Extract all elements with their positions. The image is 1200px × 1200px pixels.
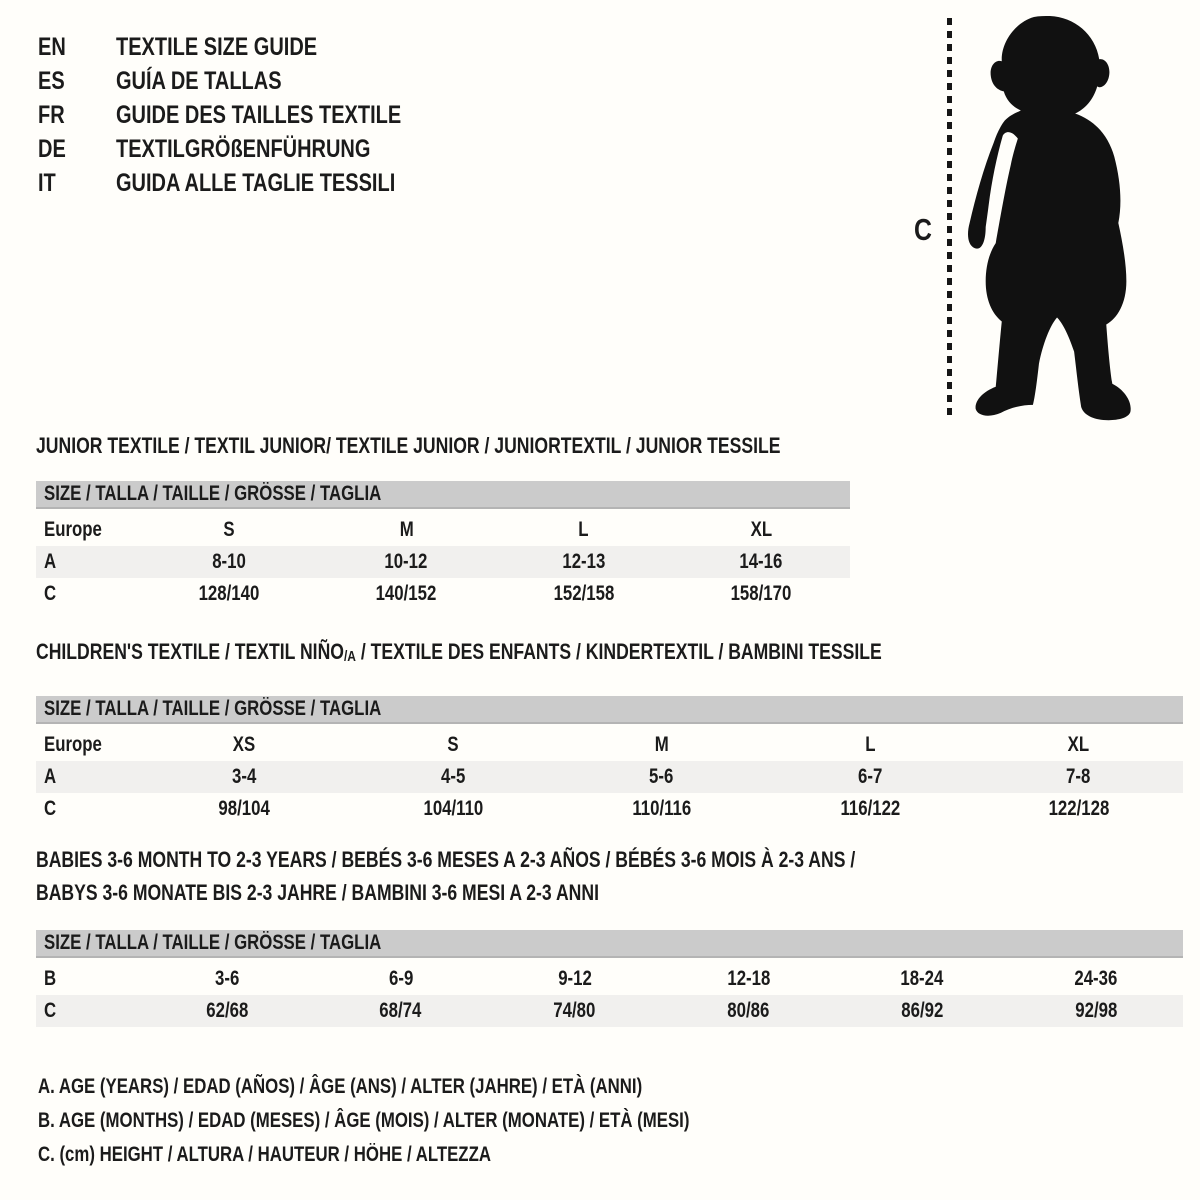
size-value: XL [1067,733,1090,756]
table-row [36,514,850,546]
row-label: Europe [44,733,102,756]
age-value: 3-4 [232,765,257,788]
table-row [36,963,1183,995]
section-title: JUNIOR TEXTILE / TEXTIL JUNIOR/ TEXTILE JUNIOR / JUNIORTEXTIL / JUNIOR TESSILE [36,433,781,458]
size-value: L [864,733,876,756]
row-label: C [44,797,57,820]
table-row [36,546,850,578]
language-code: ES [38,67,65,95]
guide-title: GUIDA ALLE TAGLIE TESSILI [116,169,396,197]
height-value: 152/158 [553,582,615,605]
list-item [38,64,473,98]
language-code: DE [38,135,66,163]
age-value: 5-6 [649,765,674,788]
row-label: A [44,765,57,788]
height-value: 110/116 [632,797,691,820]
language-title-list [38,30,473,200]
size-value: S [223,518,235,541]
age-value: 8-10 [211,550,246,573]
row-label: C [44,582,57,605]
section-title-line2: BABYS 3-6 MONATE BIS 2-3 JAHRE / BAMBINI 3-6 MESI A 2-3 ANNI [36,880,599,905]
age-value: 6-7 [857,765,883,788]
list-item [38,30,473,64]
size-value: XS [233,733,256,756]
height-value: 116/122 [840,797,900,820]
size-header-bar [36,930,1183,958]
list-item [38,98,473,132]
height-value: 98/104 [218,797,270,820]
age-months-value: 3-6 [214,967,240,990]
measure-c-label: C [914,212,932,247]
table-row [36,729,1183,761]
row-label: C [44,999,57,1022]
size-header-bar [36,481,850,509]
height-value: 68/74 [379,999,422,1022]
guide-title: TEXTILE SIZE GUIDE [116,33,318,61]
guide-title: TEXTILGRÖßENFÜHRUNG [116,135,371,163]
height-value: 86/92 [901,999,944,1022]
row-label: Europe [44,518,102,541]
age-months-value: 24-36 [1074,967,1118,990]
height-value: 80/86 [727,999,770,1022]
height-value: 122/128 [1048,797,1110,820]
size-value: M [399,518,414,541]
list-item [38,132,473,166]
size-value: XL [750,518,772,541]
height-value: 128/140 [198,582,260,605]
language-code: IT [38,169,56,197]
age-months-value: 12-18 [726,967,770,990]
size-header-label: SIZE / TALLA / TAILLE / GRÖSSE / TAGLIA [44,697,382,720]
nino-a-subscript: /A [343,648,356,665]
height-value: 104/110 [422,797,483,820]
height-value: 74/80 [553,999,596,1022]
baby-silhouette-icon [962,14,1138,426]
language-code: EN [38,33,66,61]
age-value: 12-13 [562,550,606,573]
legend-line-a: A. AGE (YEARS) / EDAD (AÑOS) / ÂGE (ANS) / ALTER (JAHRE) / ETÀ (ANNI) [38,1075,643,1098]
section-title-line1: BABIES 3-6 MONTH TO 2-3 YEARS / BEBÉS 3-6 MESES A 2-3 AÑOS / BÉBÉS 3-6 MOIS À 2-3 ANS / [36,847,856,872]
height-measure-dashed-line [947,18,952,418]
legend-line-b: B. AGE (MONTHS) / EDAD (MESES) / ÂGE (MOIS) / ALTER (MONATE) / ETÀ (MESI) [38,1109,690,1132]
section-junior-textile [36,434,850,610]
size-header-bar [36,696,1183,724]
measure-legend [38,1070,852,1172]
age-value: 4-5 [440,765,466,788]
size-value: S [447,733,459,756]
size-header-label: SIZE / TALLA / TAILLE / GRÖSSE / TAGLIA [44,931,382,954]
legend-line-c: C. (cm) HEIGHT / ALTURA / HAUTEUR / HÖHE / ALTEZZA [38,1143,491,1166]
size-value: L [578,518,589,541]
row-label: A [44,550,57,573]
section-title: CHILDREN'S TEXTILE / TEXTIL NIÑO/A / TEXTILE DES ENFANTS / KINDERTEXTIL / BAMBINI TESSILE [36,639,882,665]
age-value: 10-12 [384,550,428,573]
section-babies-textile [36,843,1183,1027]
age-months-value: 9-12 [557,967,592,990]
guide-title: GUÍA DE TALLAS [116,67,282,95]
height-value: 158/170 [730,582,792,605]
age-months-value: 6-9 [388,967,413,990]
size-header-label: SIZE / TALLA / TAILLE / GRÖSSE / TAGLIA [44,482,382,505]
height-value: 140/152 [375,582,437,605]
age-months-value: 18-24 [900,967,944,990]
height-value: 92/98 [1075,999,1118,1022]
language-code: FR [38,101,65,129]
table-row [36,761,1183,793]
age-value: 14-16 [739,550,783,573]
size-value: M [654,733,669,756]
age-value: 7-8 [1066,765,1091,788]
section-childrens-textile [36,640,1183,825]
table-row [36,995,1183,1027]
table-row [36,578,850,610]
table-row [36,793,1183,825]
row-label: B [44,967,57,990]
list-item [38,166,473,200]
height-value: 62/68 [205,999,248,1022]
guide-title: GUIDE DES TAILLES TEXTILE [116,101,402,129]
